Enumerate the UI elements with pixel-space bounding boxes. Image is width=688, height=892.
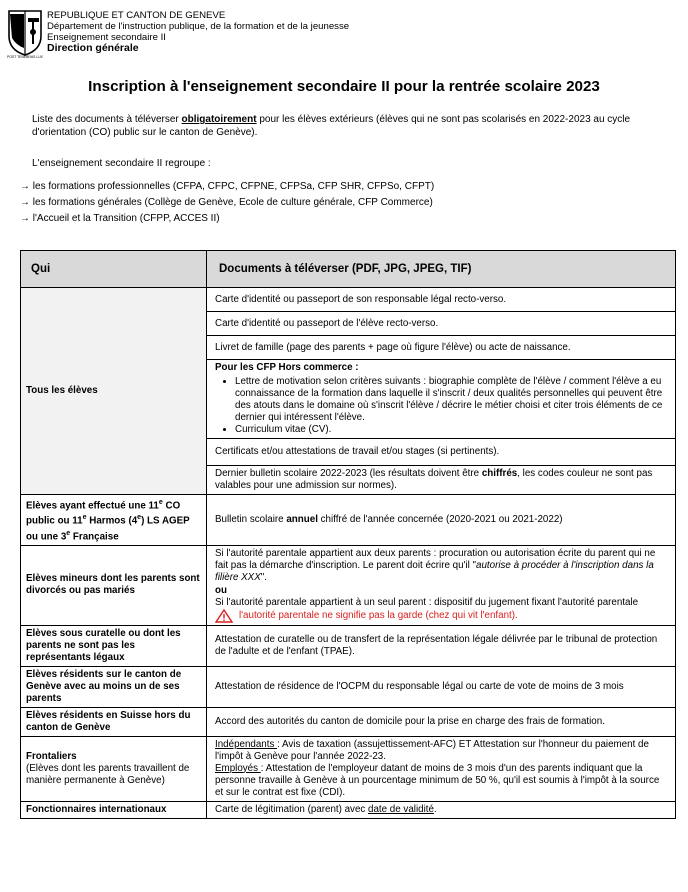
svg-text:POST TENEBRAS LUX: POST TENEBRAS LUX [7, 55, 43, 58]
doc-cell: Attestation de curatelle ou de transfert de la représentation légale délivrée par le tribunal de protection de l'adulte et de l'enfant (TPAE). [207, 625, 676, 666]
group-item: → les formations professionnelles (CFPA, CFPC, CFPNE, CFPSa, CFP SHR, CFPSo, CFPT) [20, 181, 435, 192]
single-parent-text: Si l'autorité parentale appartient à un seul parent : dispositif du jugement fixant l'autorité parentale [215, 596, 639, 608]
doc-cell: Accord des autorités du canton de domicile pour la prise en charge des frais de formation. [207, 707, 676, 736]
doc-cell: Dernier bulletin scolaire 2022-2023 (les résultats doivent être chiffrés, les codes couleur ne sont pas valables pour une admission sur normes). [207, 466, 676, 495]
row-label-tous: Tous les élèves [21, 288, 207, 495]
or-separator: ou [215, 584, 227, 596]
doc-cell: Bulletin scolaire annuel chiffré de l'année concernée (2020-2021 ou 2021-2022) [207, 495, 676, 546]
intro-emphasis: obligatoirement [181, 114, 257, 125]
row-label-divorces: Elèves mineurs dont les parents sont divorcés ou pas mariés [21, 545, 207, 625]
doc-cell: Attestation de résidence de l'OCPM du responsable légal ou carte de vote de moins de 3 mois [207, 666, 676, 707]
org-line-4: Direction générale [47, 42, 139, 54]
table-row [21, 545, 676, 625]
org-line-2: Département de l'instruction publique, de la formation et de la jeunesse [47, 21, 350, 32]
warning-note: l'autorité parentale ne signifie pas la garde (chez qui vit l'enfant). [215, 609, 670, 623]
groups-list [20, 179, 434, 227]
doc-cell: Carte d'identité ou passeport de l'élève recto-verso. [207, 312, 676, 336]
table-row [21, 666, 676, 707]
row-label-co: Elèves ayant effectué une 11e CO public ou 11e Harmos (4e) LS AGEP ou une 3e Française [21, 495, 207, 546]
warning-icon [215, 609, 233, 623]
col-header-documents: Documents à téléverser (PDF, JPG, JPEG, TIF) [207, 251, 676, 288]
row-label-frontaliers: Frontaliers (Elèves dont les parents travaillent de manière permanente à Genève) [21, 736, 207, 801]
arrow-right-icon: → [20, 197, 33, 208]
table-row [21, 801, 676, 818]
group-item: → l'Accueil et la Transition (CFPP, ACCES II) [20, 213, 220, 224]
groups-title: L'enseignement secondaire II regroupe : [32, 158, 211, 169]
table-header-row [21, 251, 676, 288]
doc-cell: Livret de famille (page des parents + page où figure l'élève) ou acte de naissance. [207, 336, 676, 360]
org-line-1: REPUBLIQUE ET CANTON DE GENEVE [47, 10, 226, 21]
doc-cell: Carte de légitimation (parent) avec date de validité. [207, 801, 676, 818]
documents-table [20, 250, 676, 819]
arrow-right-icon: → [20, 213, 33, 224]
row-label-fonctionnaires: Fonctionnaires internationaux [21, 801, 207, 818]
table-row [21, 625, 676, 666]
arrow-right-icon: → [20, 181, 33, 192]
row-label-residents-ch: Elèves résidents en Suisse hors du canton de Genève [21, 707, 207, 736]
table-row [21, 736, 676, 801]
intro-paragraph: Liste des documents à téléverser obligatoirement pour les élèves extérieurs (élèves qui ne sont pas scolarisés en 2022-2023 au cycle d'orientation (CO) public sur le canton de Genève). [32, 114, 631, 138]
org-line-3: Enseignement secondaire II [47, 32, 166, 43]
doc-cell-cfp [207, 360, 676, 439]
geneva-coat-of-arms-logo [6, 8, 44, 58]
doc-cell: Certificats et/ou attestations de travail et/ou stages (si pertinents). [207, 439, 676, 466]
cfp-list [215, 376, 670, 436]
table-row [21, 495, 676, 546]
page-title: Inscription à l'enseignement secondaire II pour la rentrée scolaire 2023 [88, 78, 600, 95]
doc-cell: Carte d'identité ou passeport de son responsable légal recto-verso. [207, 288, 676, 312]
list-item: • Curriculum vitae (CV). [235, 424, 670, 436]
organization-block [47, 10, 349, 54]
cfp-title: Pour les CFP Hors commerce : [215, 362, 359, 373]
col-header-qui: Qui [21, 251, 207, 288]
row-label-residents-ge: Elèves résidents sur le canton de Genève avec au moins un de ses parents [21, 666, 207, 707]
doc-cell-frontaliers: Indépendants : Avis de taxation (assujettissement-AFC) ET Attestation sur l'honneur du paiement de l'impôt à Genève pour l'année 2022-23. Employés : Attestation de l'employeur datant de moins de 3 mois d'un des parents indiquant que la personne travaille à Genève à un pourcentage minimum de 50 %, qu'il est soumis à l'impôt à la source et sur le contrat est fixe (CDI). [207, 736, 676, 801]
table-row [21, 707, 676, 736]
table-row [21, 288, 676, 312]
doc-cell-divorces: Si l'autorité parentale appartient aux deux parents : procuration ou autorisation écrite du parent qui ne fait pas la démarche d'inscription. Le parent doit écrire qu'il "autorise à procéder à l'inscription dans la filière XXX". ou Si l'autorité parentale appartient à un seul parent : dispositif du jugement fixant l'autorité parentale l'autorité parentale ne signifie pas la garde (chez qui vit l'enfant). [207, 545, 676, 625]
list-item: • Lettre de motivation selon critères suivants : biographie complète de l'élève / comment l'élève a eu connaissance de la formation dans laquelle il s'inscrit / deux qualités personnelles qui peuvent être des atouts dans le domaine où s'inscrit l'élève / décrire le métier choisi et citer trois éléments de ce dernier qui intéressent l'élève. [235, 376, 670, 424]
group-item: → les formations générales (Collège de Genève, Ecole de culture générale, CFP Commerce) [20, 197, 433, 208]
row-label-curatelle: Elèves sous curatelle ou dont les parents ne sont pas les représentants légaux [21, 625, 207, 666]
